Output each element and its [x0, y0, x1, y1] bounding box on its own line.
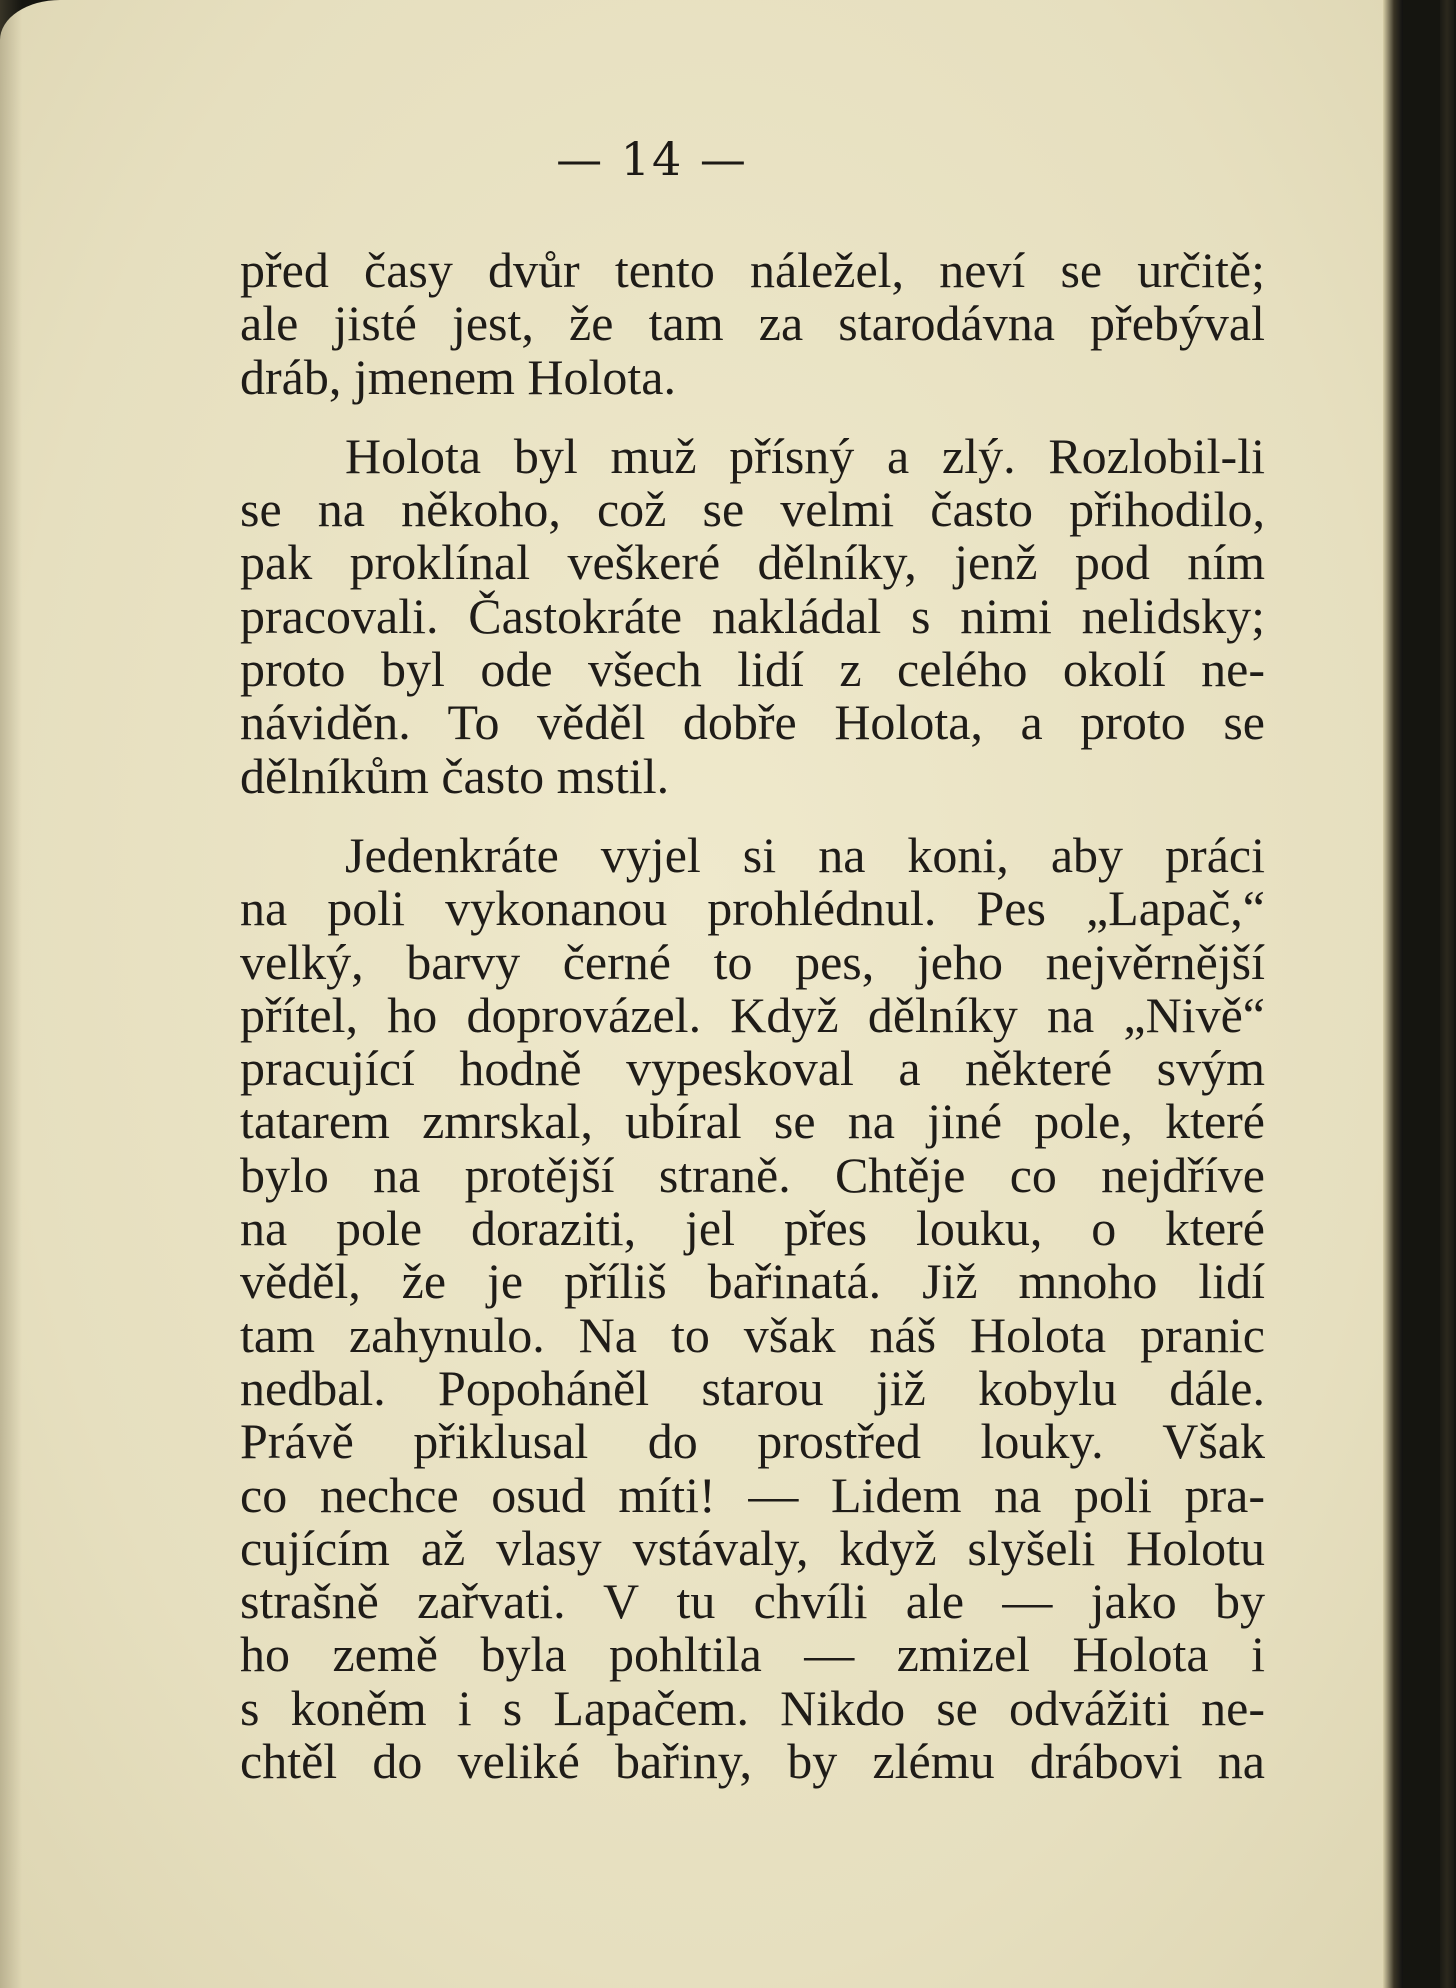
text-line: chtěl do veliké bařiny, by zlému drábovi na [240, 1733, 1265, 1790]
text-line: Holota byl muž přísný a zlý. Rozlobil-li [345, 427, 1265, 484]
text-line: ale jisté jest, že tam za starodávna přebýval [240, 295, 1265, 352]
text-line: pak proklínal veškeré dělníky, jenž pod ním [240, 534, 1265, 591]
text-line: tatarem zmrskal, ubíral se na jiné pole, které [240, 1093, 1265, 1150]
text-line: tam zahynulo. Na to však náš Holota pranic [240, 1306, 1265, 1363]
text-line: velký, barvy černé to pes, jeho nejvěrnější [240, 933, 1265, 990]
paragraph-1 [240, 244, 1265, 404]
text-line: s koněm i s Lapačem. Nikdo se odvážiti ne- [240, 1679, 1265, 1736]
text-line: bylo na protější straně. Chtěje co nejdříve [240, 1146, 1265, 1203]
body-text [240, 244, 1265, 1788]
text-line: ho země byla pohltila — zmizel Holota i [240, 1626, 1265, 1683]
text-line: se na někoho, což se velmi často přihodilo, [240, 481, 1265, 538]
text-line: náviděn. To věděl dobře Holota, a proto se [240, 694, 1265, 751]
book-binding-strip [1440, 0, 1454, 1988]
paragraph-3 [240, 826, 1265, 1790]
text-line: přítel, ho doprovázel. Když dělníky na „Nivě“ [240, 986, 1265, 1043]
book-spine-shadow [1383, 0, 1403, 1988]
text-line: dělníkům často mstil. [240, 747, 670, 804]
page-edge-shadow [0, 0, 22, 1988]
text-line: věděl, že je příliš bařinatá. Již mnoho lidí [240, 1253, 1265, 1310]
text-line: pracující hodně vypeskoval a některé svým [240, 1040, 1265, 1097]
page-number: — 14 — [556, 132, 748, 186]
text-line: pracovali. Častokráte nakládal s nimi nelidsky; [240, 587, 1265, 644]
text-line: na poli vykonanou prohlédnul. Pes „Lapač,“ [240, 880, 1265, 937]
text-line: Jedenkráte vyjel si na koni, aby práci [345, 826, 1265, 883]
paragraph-2 [240, 427, 1265, 804]
text-line: strašně zařvati. V tu chvíli ale — jako by [240, 1573, 1265, 1630]
text-line: co nechce osud míti! — Lidem na poli pra- [240, 1466, 1265, 1523]
text-line: cujícím až vlasy vstávaly, když slyšeli Holotu [240, 1519, 1265, 1576]
text-line: proto byl ode všech lidí z celého okolí ne- [240, 641, 1265, 698]
text-line: Právě přiklusal do prostřed louky. Však [240, 1413, 1265, 1470]
text-line: před časy dvůr tento náležel, neví se určitě; [240, 242, 1265, 298]
text-line: nedbal. Popoháněl starou již kobylu dále. [240, 1359, 1265, 1416]
text-line: dráb, jmenem Holota. [240, 348, 676, 405]
text-line: na pole doraziti, jel přes louku, o které [240, 1200, 1265, 1257]
